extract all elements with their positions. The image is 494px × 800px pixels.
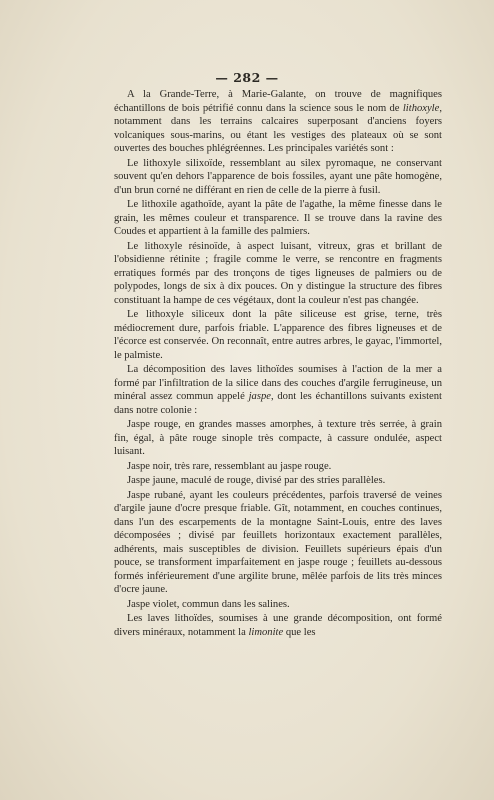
paragraph-intro: A la Grande-Terre, à Marie-Galante, on trouve de magnifiques échantillons de bois pétrifié connu dans la science sous le nom de lithoxyle, notamment dans les terrains calcaires superposant d'anciens foyers volcaniques sous-marins, ou étant les vestiges des plateaux où se sont ouvertes des bouches phlégréennes. Les principales variétés sont : [114, 89, 442, 154]
paragraph-siliceux: Le lithoxyle siliceux dont la pâte siliceuse est grise, terne, très médiocrement dure, parfois friable. L'apparence des fibres ligneuses et de l'écorce est conservée. On reconnaît, entre autres arbres, le gayac, l'immortel, le palmiste. [114, 309, 442, 361]
italic-term: jaspe [248, 391, 271, 402]
paragraph-laves: Les laves lithoïdes, soumises à une grande décomposition, ont formé divers minéraux, notamment la limonite que les [114, 613, 442, 638]
paragraph-jaspe-noir: Jaspe noir, très rare, ressemblant au jaspe rouge. [127, 460, 332, 472]
paragraph-jaspe-rubane: Jaspe rubané, ayant les couleurs précédentes, parfois traversé de veines d'argile jaune d'ocre presque friable. Gît, notamment, en couches continues, dans l'un des escarpements de la montagne Saint-Louis, entre des laves décomposées ; divisé par feuillets horizontaux exactement parallèles, adhérents, mais susceptibles de division. Feuillets supérieurs épais d'un pouce, se transforment imparfaitement en jaspe rouge ; feuillets au-dessous formés inférieurement d'une argilite brune, mêlée parfois de lits très minces d'ocre jaune. [114, 489, 442, 595]
paragraph-agathoide: Le lithoxile agathoïde, ayant la pâte de l'agathe, la même finesse dans le grain, les mêmes couleur et transparence. Il se trouve dans la ravine des Coudes et appartient à la famille des palmiers. [114, 199, 442, 237]
body-text [114, 88, 442, 640]
paragraph-jaspe-violet: Jaspe violet, commun dans les salines. [127, 598, 290, 610]
paragraph-decomposition: La décomposition des laves lithoïdes soumises à l'action de la mer a formé par l'infiltration de la silice dans des couches d'argile ferrugineuse, un minéral assez commun appelé jaspe, dont les échantillons suivants existent dans notre colonie : [114, 364, 442, 416]
paragraph-jaspe-jaune: Jaspe jaune, maculé de rouge, divisé par des stries parallèles. [127, 475, 386, 486]
italic-term: lithoxyle [402, 102, 440, 114]
paragraph-silixoide: Le lithoxyle silixoïde, ressemblant au silex pyromaque, ne conservant souvent qu'en dehors l'apparence de bois fossiles, ayant une pâte homogène, d'un brun corné ne différant en rien de celle de la pierre à fusil. [114, 157, 442, 196]
paragraph-jaspe-rouge: Jaspe rouge, en grandes masses amorphes, à texture très serrée, à grain fin, égal, à pâte rouge sinople très compacte, à cassure ondulée, aspect luisant. [114, 419, 442, 457]
italic-term: limonite [248, 626, 284, 638]
page-number: — 282 — [215, 70, 279, 85]
paragraph-resinoide: Le lithoxyle résinoïde, à aspect luisant, vitreux, gras et brillant de l'obsidienne rétinite ; fragile comme le verre, se rencontre en fragments erratiques formés par des tronçons de tiges ligneuses de palmiers ou de polypodes, longs de six à dix pouces. On y distingue la structure des fibres constituant la hampe de ces végétaux, dont la couleur n'est pas changée. [114, 240, 442, 306]
